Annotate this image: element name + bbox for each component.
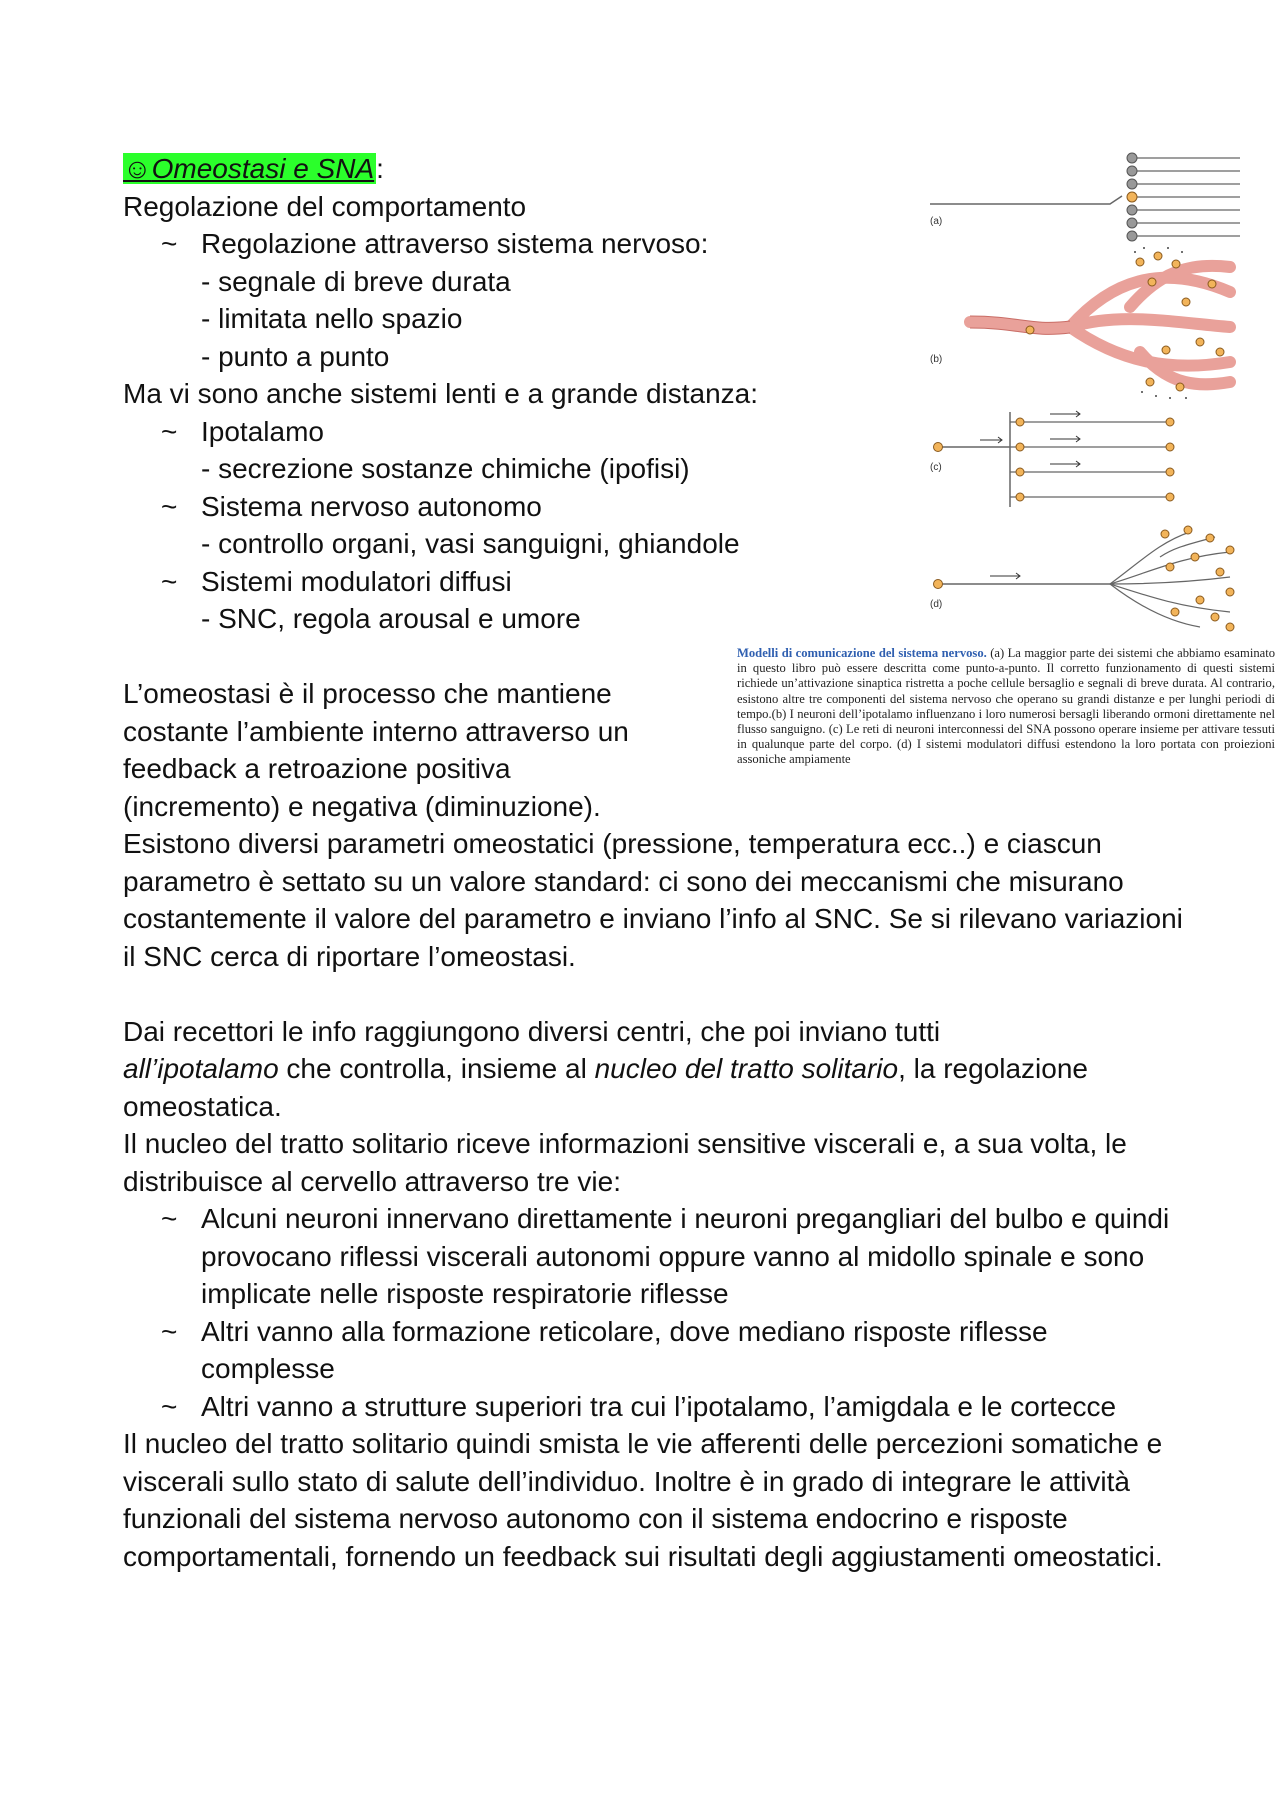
label-a: (a) [930, 216, 943, 227]
tilde-bullet-icon: ~ [161, 1203, 178, 1234]
sub-item: - limitata nello spazio [201, 303, 463, 334]
heading-regolazione: Regolazione del comportamento [123, 190, 527, 222]
caption-text: (a) La maggior parte dei sistemi che abbiamo esaminato in questo libro può essere descritta come punto-a-punto. Il corretto funzionamento di questi sistemi richiede un’attivazione sinaptica ristretta a poche cellule bersaglio e segnali di breve durata. Al contrario, esistono altre tre componenti del sistema nervoso che operano su grandi distanze e per lunghi periodi di tempo.(b) I neuroni dell’ipotalamo influenzano i loro numerosi bersagli liberando ormoni direttamente nel flusso sanguigno. (c) Le reti di neuroni interconnessi del SNA possono operare insieme per attivare tessuti in qualunque parte del corpo. (d) I sistemi modulatori diffusi estendono la loro portata con proiezioni assoniche ampiamente [737, 646, 1275, 767]
panel-d [930, 526, 1234, 631]
tilde-bullet-icon: ~ [161, 1390, 178, 1422]
figure-caption [737, 646, 1275, 798]
sub-item: - punto a punto [201, 340, 390, 372]
caption-title: Modelli di comunicazione del sistema nervoso. [737, 646, 987, 660]
tilde-bullet-icon: ~ [161, 565, 178, 597]
sub-item: - controllo organi, vasi sanguigni, ghiandole [201, 528, 740, 559]
list-item: ~ Altri vanno alla formazione reticolare, dove mediano risposte riflesse complesse [123, 1313, 1183, 1388]
tilde-bullet-icon: ~ [161, 490, 178, 522]
heading-sistemi-lenti: Ma vi sono anche sistemi lenti e a grande distanza: [123, 378, 759, 409]
tilde-bullet-icon: ~ [161, 228, 178, 259]
list-item: ~ Sistemi modulatori diffusi [123, 563, 1183, 601]
sub-item: - segnale di breve durata [201, 265, 511, 297]
panel-b [930, 247, 1230, 399]
title-highlight: ☺Omeostasi e SNA [123, 153, 375, 184]
sub-item: - secrezione sostanze chimiche (ipofisi) [201, 453, 690, 484]
panel-a [930, 153, 1240, 241]
smiley-icon: ☺ [123, 153, 152, 184]
paragraph-recettori: Dai recettori le info raggiungono diversi centri, che poi inviano tutti all’ipotalamo che controlla, insieme al nucleo del tratto solitario, la regolazione omeostatica. [123, 1015, 1088, 1122]
list-item: ~ Regolazione attraverso sistema nervoso: [123, 225, 1183, 263]
sub-item: - SNC, regola arousal e umore [201, 603, 581, 634]
paragraph-conclusione: Il nucleo del tratto solitario quindi smista le vie afferenti delle percezioni somatiche e viscerali sullo stato di salute dell’individuo. Inoltre è in grado di integrare le attività funzionali del sistema nervoso autonomo con il sistema endocrino e risposte comportamentali, fornendo un feedback sui risultati degli aggiustamenti omeostatici. [123, 1428, 1163, 1572]
paragraph-nucleo: Il nucleo del tratto solitario riceve informazioni sensitive viscerali e, a sua volta, le distribuisce al cervello attraverso tre vie: [123, 1128, 1127, 1197]
list-item: ~ Altri vanno a strutture superiori tra cui l’ipotalamo, l’amigdala e le cortecce [123, 1388, 1183, 1426]
communication-models-figure [930, 152, 1240, 632]
label-d: (d) [930, 599, 943, 610]
label-b: (b) [930, 354, 943, 365]
panel-c [930, 411, 1174, 507]
list-item: ~ Sistema nervoso autonomo [123, 488, 1183, 526]
tilde-bullet-icon: ~ [161, 415, 178, 447]
label-c: (c) [930, 462, 942, 473]
list-item: ~ Ipotalamo [123, 413, 1183, 451]
page-title: ☺Omeostasi e SNA: [123, 153, 384, 184]
list-item: ~ Alcuni neuroni innervano direttamente i neuroni pregangliari del bulbo e quindi provocano riflessi viscerali autonomi oppure vanno al midollo spinale e sono implicate nelle risposte respiratorie riflesse [123, 1200, 1183, 1313]
paragraph-parametri: Esistono diversi parametri omeostatici (pressione, temperatura ecc..) e ciascun parametro è settato su un valore standard: ci sono dei meccanismi che misurano costantemente il valore del parametro e inviano l’info al SNC. Se si rilevano variazioni il SNC cerca di riportare l’omeostasi. [123, 828, 1183, 972]
paragraph-omeostasi: L’omeostasi è il processo che mantiene costante l’ambiente interno attraverso un feedback a retroazione positiva (incremento) e negativa (diminuzione). [123, 678, 629, 822]
tilde-bullet-icon: ~ [161, 1315, 178, 1347]
